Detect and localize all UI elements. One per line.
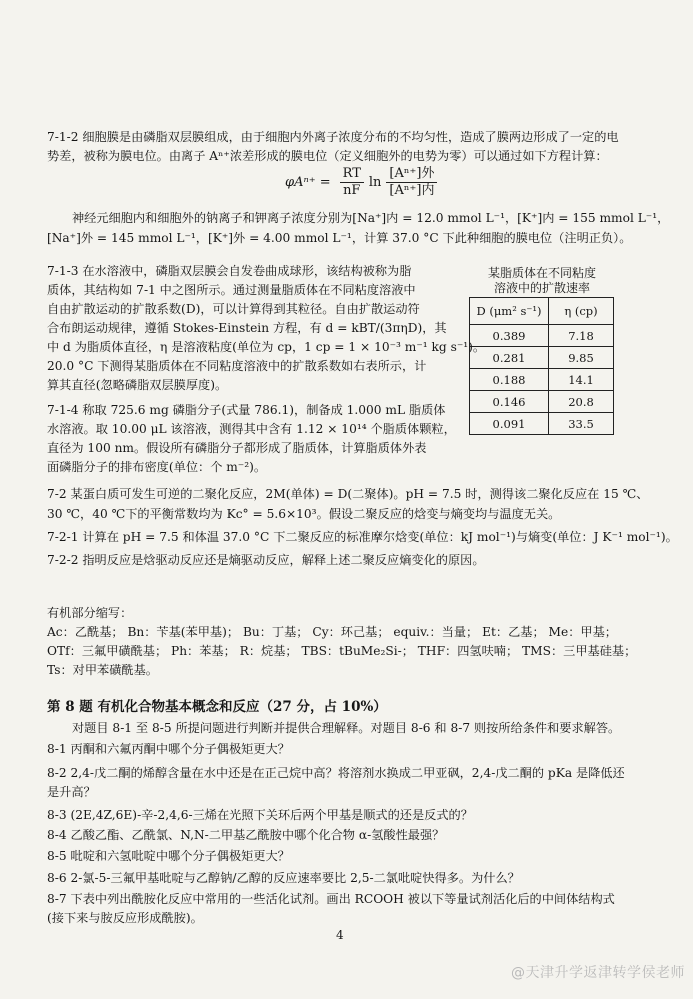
abbrev-line3: Ts：对甲苯磺酰基。 bbox=[47, 663, 158, 677]
table-row bbox=[470, 347, 614, 369]
abbrev-line1: Ac：乙酰基； Bn：苄基(苯甲基)； Bu：丁基； Cy：环己基； equiv.：当量； Et：乙基； Me：甲基； bbox=[47, 625, 617, 639]
cell-d: 0.091 bbox=[470, 413, 549, 435]
formula-ratio-den: [Aⁿ⁺]内 bbox=[389, 183, 435, 198]
table-row bbox=[470, 325, 614, 347]
abbrev-title: 有机部分缩写： bbox=[47, 606, 133, 620]
q713-line2: 质体，其结构如 7-1 中之图所示。通过测量脂质体在不同粘度溶液中 bbox=[47, 283, 416, 297]
table-caption-line1: 某脂质体在不同粘度 bbox=[487, 266, 596, 280]
cell-d: 0.188 bbox=[470, 369, 549, 391]
formula-num: RT bbox=[340, 166, 364, 183]
cell-d: 0.281 bbox=[470, 347, 549, 369]
formula-den: nF bbox=[343, 183, 361, 198]
abbrev-line2: OTf：三氟甲磺酰基； Ph：苯基； R：烷基； TBS：tBuMe₂Si-； THF：四氢呋喃； TMS：三甲基硅基； bbox=[47, 644, 637, 658]
formula-ratio-num: [Aⁿ⁺]外 bbox=[386, 166, 437, 183]
viscosity-table bbox=[469, 297, 614, 435]
q714-line4: 面磷脂分子的排布密度(单位：个 m⁻²)。 bbox=[47, 460, 267, 474]
table-row bbox=[470, 391, 614, 413]
q714-line3: 直径为 100 nm。假设所有磷脂分子都形成了脂质体，计算脂质体外表 bbox=[47, 441, 427, 455]
cell-eta: 33.5 bbox=[549, 413, 614, 435]
table-caption-line2: 溶液中的扩散速率 bbox=[493, 281, 590, 295]
watermark: @天津升学返津转学侯老师 bbox=[511, 965, 685, 981]
q713-line3: 自由扩散运动的扩散系数(D)，可以计算得到其粒径。自由扩散运动符 bbox=[47, 302, 420, 316]
q83: 8-3 (2E,4Z,6E)-辛-2,4,6-三烯在光照下关环后两个甲基是顺式的还是反式的？ bbox=[47, 808, 473, 822]
q712-line2: 势差，被称为膜电位。由离子 Aⁿ⁺浓差形成的膜电位（定义细胞外的电势为零）可以通过如下方程计算： bbox=[47, 149, 608, 163]
header-viscosity: η (cp) bbox=[549, 298, 614, 325]
q8-title: 第 8 题 有机化合物基本概念和反应（27 分，占 10%） bbox=[47, 699, 387, 715]
q82-line2: 是升高？ bbox=[47, 785, 96, 799]
q713-line7: 算其直径(忽略磷脂双层膜厚度)。 bbox=[47, 378, 228, 392]
q8-intro: 对题目 8-1 至 8-5 所提问题进行判断并提供合理解释。对题目 8-6 和 8-7 则按所给条件和要求解答。 bbox=[72, 721, 621, 735]
q86: 8-6 2-氯-5-三氟甲基吡啶与乙醇钠/乙醇的反应速率要比 2,5-二氯吡啶快得多。为什么？ bbox=[47, 871, 520, 885]
cell-eta: 9.85 bbox=[549, 347, 614, 369]
formula-lhs: φAⁿ⁺ = bbox=[285, 175, 331, 190]
q72-line2: 30 ℃，40 ℃下的平衡常数均为 Kc° = 5.6×10³。假设二聚反应的焓变与熵变均与温度无关。 bbox=[47, 507, 561, 521]
table-row bbox=[470, 413, 614, 435]
q714-line1: 7-1-4 称取 725.6 mg 磷脂分子(式量 786.1)，制备成 1.000 mL 脂质体 bbox=[47, 403, 446, 417]
cell-d: 0.389 bbox=[470, 325, 549, 347]
cell-d: 0.146 bbox=[470, 391, 549, 413]
cell-eta: 20.8 bbox=[549, 391, 614, 413]
formula-ln: ln bbox=[368, 175, 382, 190]
q87-line1: 8-7 下表中列出酰胺化反应中常用的一些活化试剂。画出 RCOOH 被以下等量试剂活化后的中间体结构式 bbox=[47, 892, 615, 906]
q82-line1: 8-2 2,4-戊二酮的烯醇含量在水中还是在正己烷中高？将溶剂水换成二甲亚砜，2,4-戊二酮的 pKa 是降低还 bbox=[47, 766, 625, 780]
q713-line6: 20.0 °C 下测得某脂质体在不同粘度溶液中的扩散系数如右表所示，计 bbox=[47, 359, 427, 373]
table-row bbox=[470, 369, 614, 391]
formula-ratio bbox=[386, 166, 437, 199]
cell-eta: 14.1 bbox=[549, 369, 614, 391]
q81: 8-1 丙酮和六氟丙酮中哪个分子偶极矩更大？ bbox=[47, 742, 290, 756]
q712-line1: 7-1-2 细胞膜是由磷脂双层膜组成，由于细胞内外离子浓度分布的不均匀性，造成了膜两边形成了一定的电 bbox=[47, 130, 619, 144]
q714-line2: 水溶液。取 10.00 μL 该溶液，测得其中含有 1.12 × 10¹⁴ 个脂质体颗粒， bbox=[47, 422, 456, 436]
q712-line3: 神经元细胞内和细胞外的钠离子和钾离子浓度分别为[Na⁺]内 = 12.0 mmol L⁻¹，[K⁺]内 = 155 mmol L⁻¹， bbox=[72, 211, 670, 225]
q722: 7-2-2 指明反应是焓驱动反应还是熵驱动反应，解释上述二聚反应熵变化的原因。 bbox=[47, 553, 485, 567]
q721: 7-2-1 计算在 pH = 7.5 和体温 37.0 °C 下二聚反应的标准摩尔焓变(单位：kJ mol⁻¹)与熵变(单位：J K⁻¹ mol⁻¹)。 bbox=[47, 530, 678, 544]
q713-line5: 中 d 为脂质体直径，η 是溶液粘度(单位为 cp，1 cp = 1 × 10⁻³ m⁻¹ kg s⁻¹)。 bbox=[47, 340, 486, 354]
q85: 8-5 吡啶和六氢吡啶中哪个分子偶极矩更大？ bbox=[47, 849, 290, 863]
table-caption bbox=[462, 266, 622, 296]
q713-line1: 7-1-3 在水溶液中，磷脂双层膜会自发卷曲成球形，该结构被称为脂 bbox=[47, 264, 412, 278]
q712-line4: [Na⁺]外 = 145 mmol L⁻¹，[K⁺]外 = 4.00 mmol L⁻¹，计算 37.0 °C 下此种细胞的膜电位（注明正负）。 bbox=[47, 231, 632, 245]
q87-line2: (接下来与胺反应形成酰胺)。 bbox=[47, 911, 203, 925]
q713-line4: 合布朗运动规律，遵循 Stokes-Einstein 方程，有 d = kBT/(3πηD)，其 bbox=[47, 321, 447, 335]
membrane-potential-formula bbox=[285, 166, 440, 199]
header-diffusion: D (μm² s⁻¹) bbox=[470, 298, 549, 325]
q72-line1: 7-2 某蛋白质可发生可逆的二聚化反应，2M(单体) = D(二聚体)。pH = 7.5 时，测得该二聚化反应在 15 ℃、 bbox=[47, 487, 649, 501]
cell-eta: 7.18 bbox=[549, 325, 614, 347]
q84: 8-4 乙酸乙酯、乙酰氯、N,N-二甲基乙酰胺中哪个化合物 α-氢酸性最强？ bbox=[47, 828, 445, 842]
page-number: 4 bbox=[336, 928, 344, 942]
formula-coefficient bbox=[340, 166, 364, 199]
